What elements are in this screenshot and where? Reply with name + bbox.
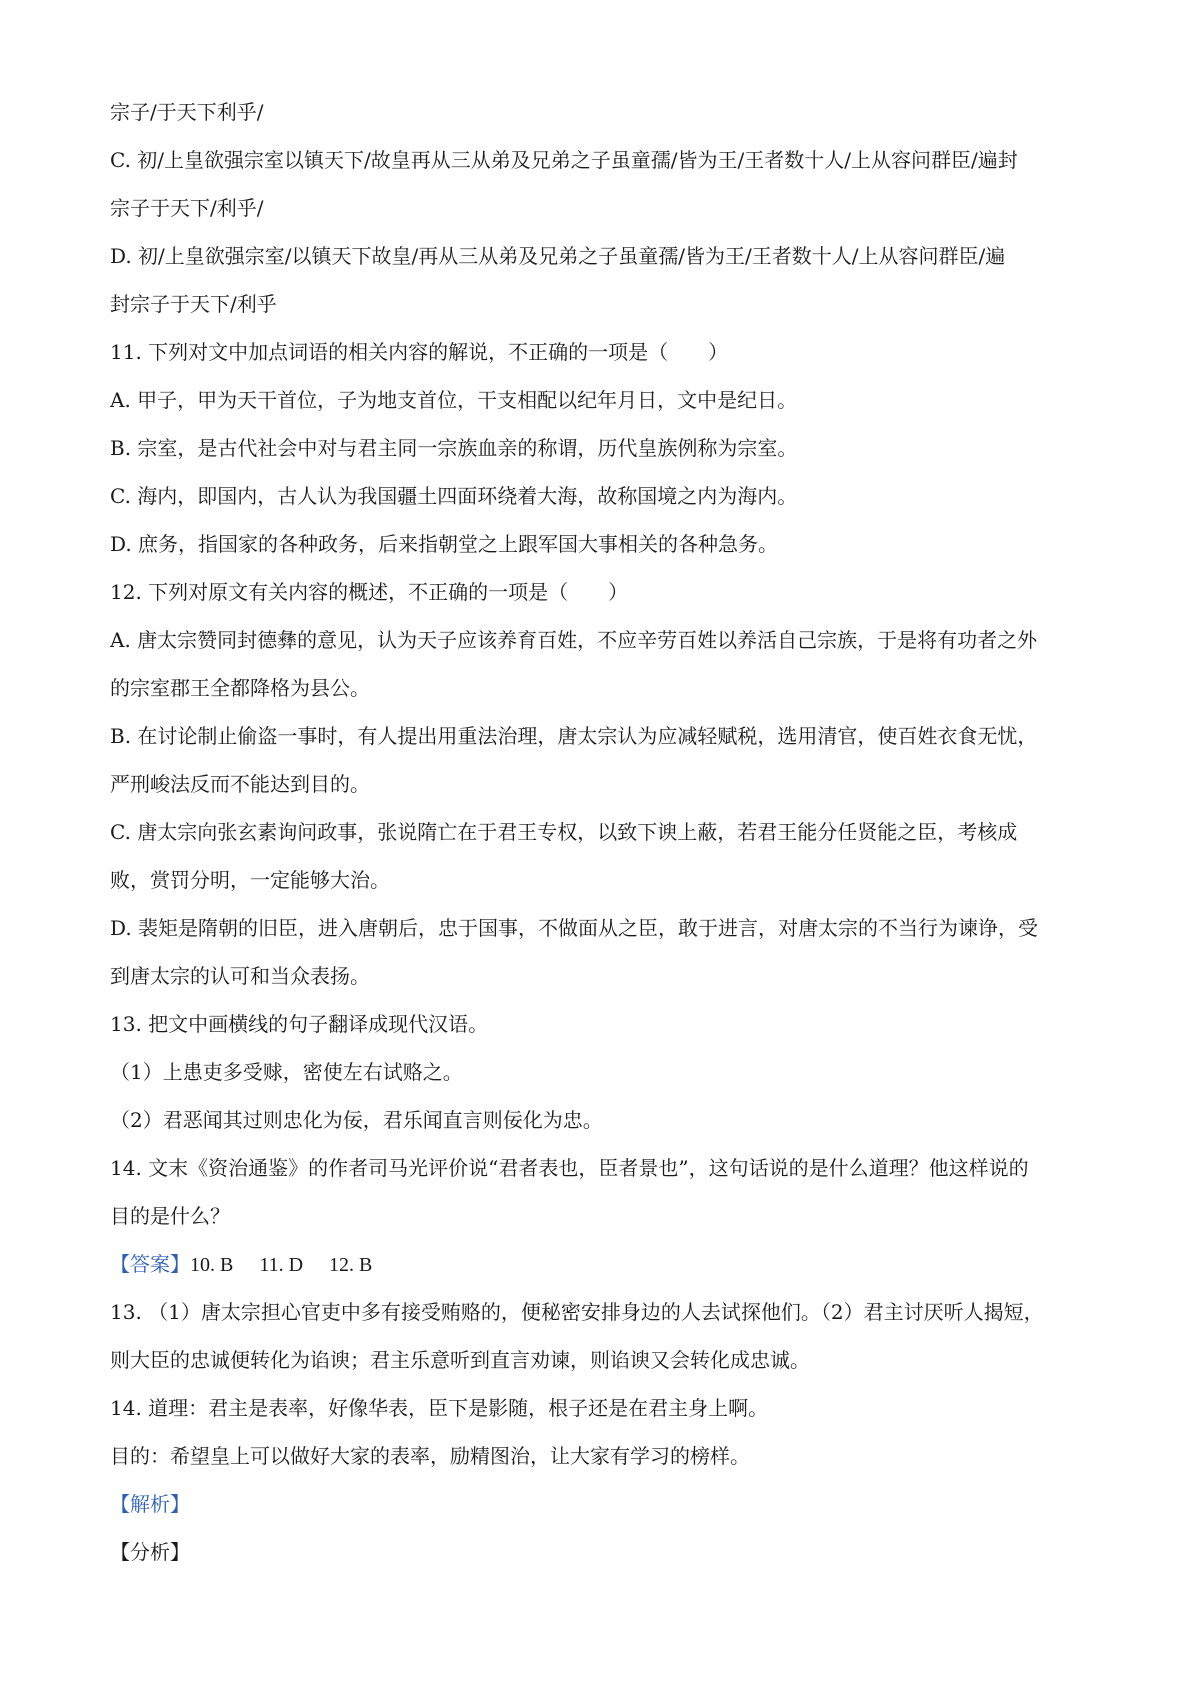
answer-12: 12. B (329, 1254, 373, 1276)
answer-13-line2: 则大臣的忠诚便转化为谄谀；君主乐意听到直言劝谏，则谄谀又会转化成忠诚。 (110, 1348, 810, 1372)
q12-option-d-line1: D. 裴矩是隋朝的旧臣，进入唐朝后，忠于国事，不做面从之臣，敢于进言，对唐太宗的不当行为谏诤，受 (110, 916, 1039, 940)
q12-stem: 12. 下列对原文有关内容的概述，不正确的一项是（ ） (110, 580, 629, 604)
answer-14-line1: 14. 道理：君主是表率，好像华表，臣下是影随，根子还是在君主身上啊。 (110, 1396, 769, 1420)
q14-stem-line1: 14. 文末《资治通鉴》的作者司马光评价说“君者表也，臣者景也”，这句话说的是什么道理？他这样说的 (110, 1156, 1029, 1180)
q13-stem: 13. 把文中画横线的句子翻译成现代汉语。 (110, 1012, 489, 1036)
q10-option-b-continuation: 宗子/于天下利乎/ (110, 100, 264, 124)
answer-row (110, 1240, 1100, 1288)
q11-option-c: C. 海内，即国内，古人认为我国疆土四面环绕着大海，故称国境之内为海内。 (110, 484, 798, 508)
q12-option-a-line2: 的宗室郡王全都降格为县公。 (110, 676, 370, 700)
q12-option-c-line1: C. 唐太宗向张玄素询问政事，张说隋亡在于君王专权，以致下谀上蔽，若君王能分任贤能之臣，考核成 (110, 820, 1018, 844)
q12-option-a-line1: A. 唐太宗赞同封德彝的意见，认为天子应该养育百姓，不应辛劳百姓以养活自己宗族，于是将有功者之外 (110, 628, 1038, 652)
answer-10: 10. B (190, 1254, 234, 1276)
q11-option-d: D. 庶务，指国家的各种政务，后来指朝堂之上跟军国大事相关的各种急务。 (110, 532, 779, 556)
analysis-tag: 【解析】 (110, 1492, 190, 1516)
answer-tag: 【答案】 (110, 1252, 190, 1276)
q12-option-b-line2: 严刑峻法反而不能达到目的。 (110, 772, 370, 796)
document-page (110, 88, 1100, 1576)
answer-14-line2: 目的：希望皇上可以做好大家的表率，励精图治，让大家有学习的榜样。 (110, 1444, 750, 1468)
analysis-subheading: 【分析】 (110, 1540, 190, 1564)
q13-sentence-2: （2）君恶闻其过则忠化为佞，君乐闻直言则佞化为忠。 (110, 1108, 603, 1132)
q11-option-a: A. 甲子，甲为天干首位，子为地支首位，干支相配以纪年月日，文中是纪日。 (110, 388, 798, 412)
q10-option-c-line2: 宗子于天下/利乎/ (110, 196, 264, 220)
q11-option-b: B. 宗室，是古代社会中对与君主同一宗族血亲的称谓，历代皇族例称为宗室。 (110, 436, 798, 460)
q10-option-d-line2: 封宗子于天下/利乎 (110, 292, 277, 316)
q11-stem: 11. 下列对文中加点词语的相关内容的解说，不正确的一项是（ ） (110, 340, 729, 364)
q12-option-b-line1: B. 在讨论制止偷盗一事时，有人提出用重法治理，唐太宗认为应减轻赋税，选用清官，使百姓衣食无忧， (110, 724, 1038, 748)
answer-11: 11. D (259, 1254, 304, 1276)
q10-option-c-line1: C. 初/上皇欲强宗室以镇天下/故皇再从三从弟及兄弟之子虽童孺/皆为王/王者数十人/上从容问群臣/遍封 (110, 148, 1018, 172)
answer-13-line1: 13. （1）唐太宗担心官吏中多有接受贿赂的，便秘密安排身边的人去试探他们。（2）君主讨厌听人揭短， (110, 1300, 1044, 1324)
q13-sentence-1: （1）上患吏多受赇，密使左右试赂之。 (110, 1060, 463, 1084)
q12-option-d-line2: 到唐太宗的认可和当众表扬。 (110, 964, 370, 988)
q12-option-c-line2: 败，赏罚分明，一定能够大治。 (110, 868, 390, 892)
q14-stem-line2: 目的是什么？ (110, 1204, 230, 1228)
analysis-tag-row (110, 1480, 1100, 1528)
q10-option-d-line1: D. 初/上皇欲强宗室/以镇天下故皇/再从三从弟及兄弟之子虽童孺/皆为王/王者数十人/上从容问群臣/遍 (110, 244, 1006, 268)
